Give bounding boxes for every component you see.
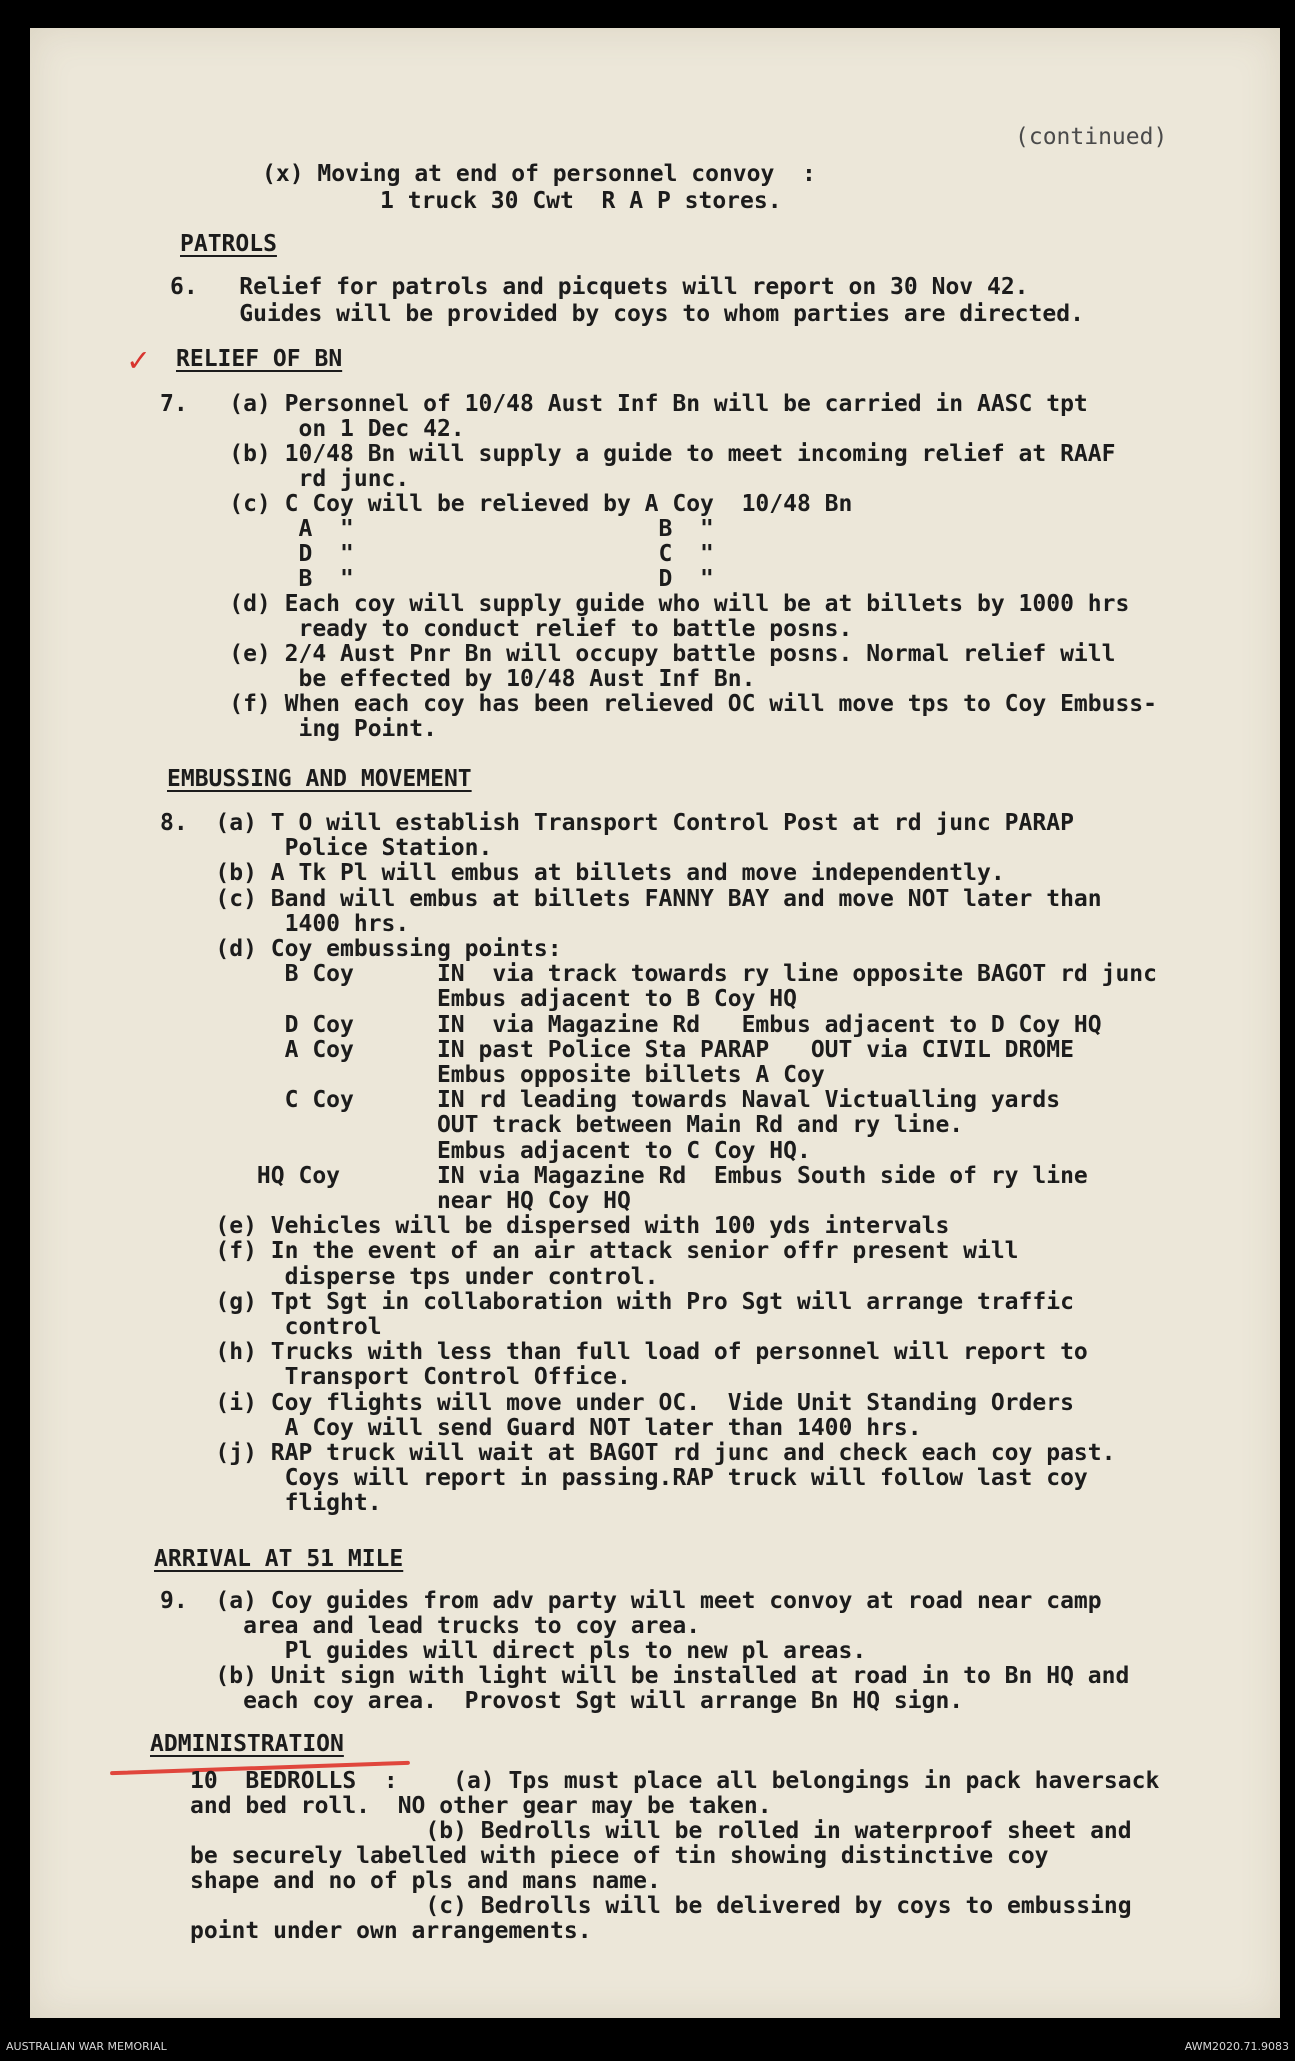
text-line: 9. (a) Coy guides from adv party will meet convoy at road near camp — [160, 1588, 1102, 1614]
text-line: HQ Coy IN via Magazine Rd Embus South side of ry line — [160, 1162, 1088, 1189]
text-line: (c) C Coy will be relieved by A Coy 10/48 Bn — [160, 491, 853, 517]
red-tick-mark: ✓ — [128, 340, 149, 380]
text-line: (b) Unit sign with light will be installed at road in to Bn HQ and — [160, 1663, 1130, 1689]
text-line: (c) Bedrolls will be delivered by coys to embussing — [190, 1893, 1132, 1919]
text-line: OUT track between Main Rd and ry line. — [160, 1112, 964, 1139]
truck-line: 1 truck 30 Cwt R A P stores. — [380, 188, 782, 214]
text-line: A Coy will send Guard NOT later than 1400 hrs. — [160, 1414, 922, 1441]
text-line: A " B " — [160, 516, 714, 542]
text-line: (e) 2/4 Aust Pnr Bn will occupy battle posns. Normal relief will — [160, 641, 1116, 667]
text-line: C Coy IN rd leading towards Naval Victualling yards — [160, 1087, 1061, 1114]
text-line: Police Station. — [160, 835, 493, 862]
text-line: (e) Vehicles will be dispersed with 100 yds intervals — [160, 1213, 950, 1240]
text-line: B Coy IN via track towards ry line opposite BAGOT rd junc — [160, 961, 1157, 988]
text-line: Coys will report in passing.RAP truck will follow last coy — [160, 1465, 1088, 1492]
text-line: rd junc. — [160, 466, 410, 492]
text-line: shape and no of pls and mans name. — [190, 1868, 661, 1894]
text-line: (b) A Tk Pl will embus at billets and move independently. — [160, 860, 1005, 887]
text-line: on 1 Dec 42. — [160, 416, 465, 442]
text-line: point under own arrangements. — [190, 1918, 592, 1944]
text-line: Embus adjacent to C Coy HQ. — [160, 1137, 811, 1164]
text-line: Transport Control Office. — [160, 1364, 631, 1391]
footer-left: AUSTRALIAN WAR MEMORIAL — [6, 2040, 167, 2053]
text-line: 8. (a) T O will establish Transport Control Post at rd junc PARAP — [160, 810, 1074, 836]
text-line: be effected by 10/48 Aust Inf Bn. — [160, 666, 756, 692]
relief-heading: RELIEF OF BN — [176, 346, 343, 372]
text-line: 7. (a) Personnel of 10/48 Aust Inf Bn will be carried in AASC tpt — [160, 391, 1088, 417]
text-line: (f) In the event of an air attack senior offr present will — [160, 1238, 1019, 1265]
text-line: (f) When each coy has been relieved OC will move tps to Coy Embuss- — [160, 691, 1157, 717]
text-line: Embus adjacent to B Coy HQ — [160, 986, 797, 1013]
text-line: 10 BEDROLLS : (a) Tps must place all belongings in pack haversack — [190, 1768, 1160, 1794]
text-line: (d) Each coy will supply guide who will be at billets by 1000 hrs — [160, 591, 1130, 617]
text-line: (d) Coy embussing points: — [160, 936, 562, 962]
text-line: Pl guides will direct pls to new pl areas. — [160, 1638, 867, 1664]
text-line: 1400 hrs. — [160, 910, 410, 937]
footer-right: AWM2020.71.9083 — [1184, 2040, 1289, 2053]
text-line: near HQ Coy HQ — [160, 1188, 631, 1214]
text-line: ing Point. — [160, 716, 437, 742]
text-line: (g) Tpt Sgt in collaboration with Pro Sgt will arrange traffic — [160, 1288, 1074, 1315]
text-line: (j) RAP truck will wait at BAGOT rd junc and check each coy past. — [160, 1440, 1116, 1466]
text-line: area and lead trucks to coy area. — [160, 1613, 701, 1639]
patrols-heading: PATROLS — [180, 231, 277, 257]
text-line: and bed roll. NO other gear may be taken. — [190, 1793, 772, 1819]
text-line: flight. — [160, 1490, 382, 1517]
document-page — [30, 28, 1280, 2018]
continued-label: (continued) — [1015, 124, 1168, 150]
text-line: (i) Coy flights will move under OC. Vide Unit Standing Orders — [160, 1389, 1074, 1416]
text-line: D Coy IN via Magazine Rd Embus adjacent to D Coy HQ — [160, 1011, 1102, 1038]
text-line: each coy area. Provost Sgt will arrange Bn HQ sign. — [160, 1688, 964, 1714]
text-line: be securely labelled with piece of tin showing distinctive coy — [190, 1843, 1049, 1869]
text-line: control — [160, 1314, 382, 1340]
text-line: D " C " — [160, 541, 714, 567]
text-line: disperse tps under control. — [160, 1263, 659, 1290]
moving-line: (x) Moving at end of personnel convoy : — [262, 161, 816, 187]
patrols-line: 6. Relief for patrols and picquets will report on 30 Nov 42. — [170, 274, 1029, 300]
text-line: A Coy IN past Police Sta PARAP OUT via CIVIL DROME — [160, 1036, 1074, 1063]
text-line: (h) Trucks with less than full load of personnel will report to — [160, 1339, 1088, 1366]
arrival-heading: ARRIVAL AT 51 MILE — [154, 1546, 404, 1572]
text-line: (b) Bedrolls will be rolled in waterproof sheet and — [190, 1818, 1132, 1844]
patrols-line: Guides will be provided by coys to whom parties are directed. — [170, 301, 1084, 327]
text-line: (c) Band will embus at billets FANNY BAY and move NOT later than — [160, 885, 1102, 912]
text-line: B " D " — [160, 566, 714, 592]
administration-heading: ADMINISTRATION — [150, 1731, 344, 1757]
text-line: Embus opposite billets A Coy — [160, 1062, 825, 1088]
embussing-heading: EMBUSSING AND MOVEMENT — [167, 766, 472, 792]
text-line: (b) 10/48 Bn will supply a guide to meet incoming relief at RAAF — [160, 441, 1116, 467]
text-line: ready to conduct relief to battle posns. — [160, 616, 853, 642]
